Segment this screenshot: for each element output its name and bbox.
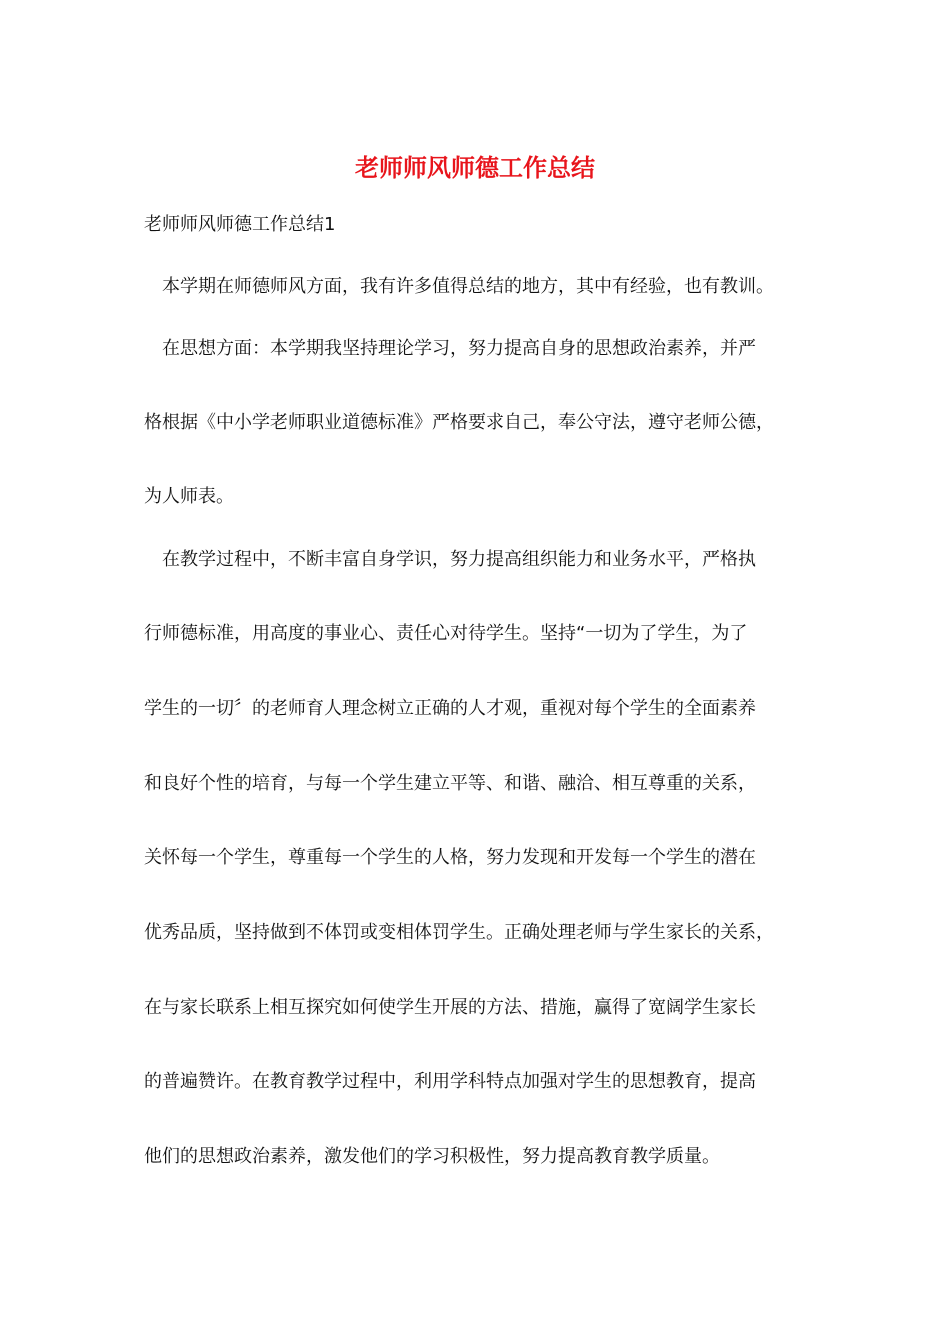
document-title: 老师师风师德工作总结: [355, 153, 595, 182]
paragraph-line: 他们的思想政治素养，激发他们的学习积极性，努力提高教育教学质量。: [144, 1146, 720, 1167]
paragraph-line: 学生的一切〞的老师育人理念树立正确的人才观，重视对每个学生的全面素养: [144, 698, 756, 719]
paragraph-line: 优秀品质，坚持做到不体罚或变相体罚学生。正确处理老师与学生家长的关系，: [144, 922, 774, 943]
paragraph-line: 行师德标准，用高度的事业心、责任心对待学生。坚持“一切为了学生，为了: [144, 623, 748, 644]
paragraph-line: 本学期在师德师风方面，我有许多值得总结的地方，其中有经验，也有教训。: [162, 276, 774, 297]
paragraph-line: 在与家长联系上相互探究如何使学生开展的方法、措施，赢得了宽阔学生家长: [144, 997, 756, 1018]
paragraph-line: 的普遍赞许。在教育教学过程中，利用学科特点加强对学生的思想教育，提高: [144, 1071, 756, 1092]
paragraph-line: 在教学过程中，不断丰富自身学识，努力提高组织能力和业务水平，严格执: [162, 549, 756, 570]
paragraph-line: 格根据《中小学老师职业道德标准》严格要求自己，奉公守法，遵守老师公德，: [144, 412, 774, 433]
paragraph-line: 在思想方面：本学期我坚持理论学习，努力提高自身的思想政治素养，并严: [162, 338, 756, 359]
paragraph-line: 和良好个性的培育，与每一个学生建立平等、和谐、融洽、相互尊重的关系，: [144, 773, 756, 794]
paragraph-line: 为人师表。: [144, 486, 234, 507]
section-heading: 老师师风师德工作总结1: [144, 214, 336, 235]
paragraph-line: 关怀每一个学生，尊重每一个学生的人格，努力发现和开发每一个学生的潜在: [144, 847, 756, 868]
